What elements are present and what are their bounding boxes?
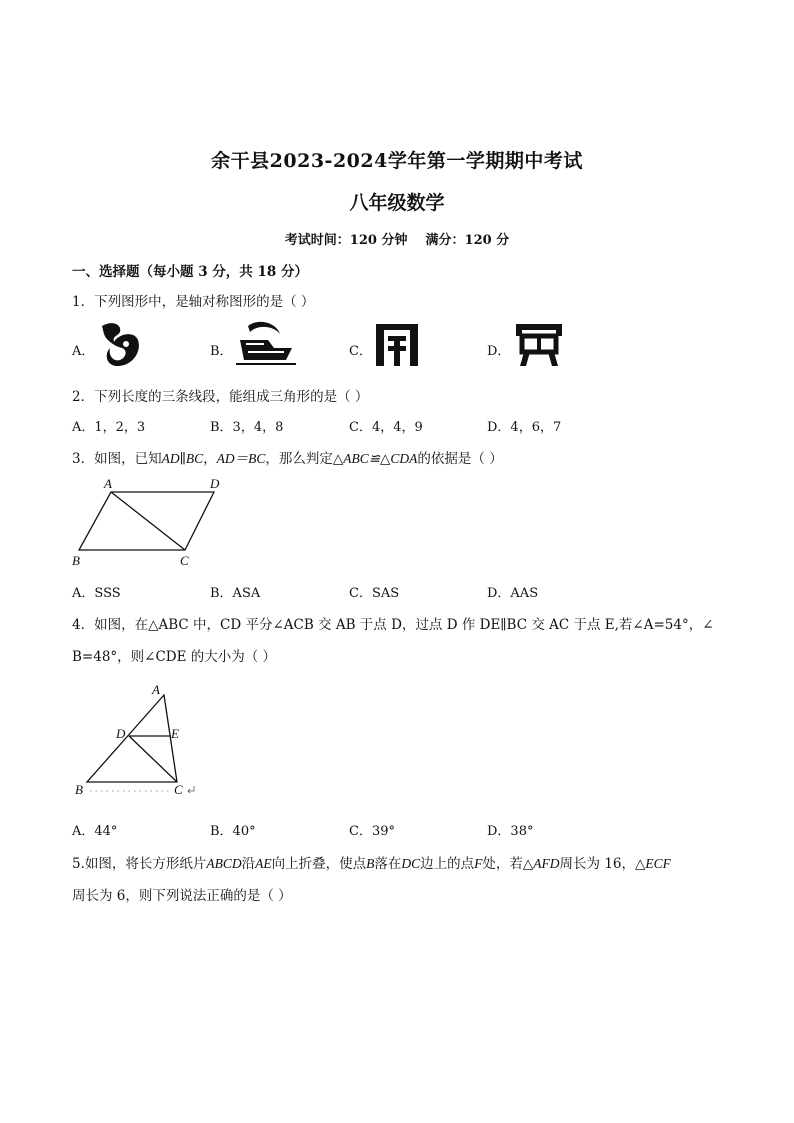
- q1-figure-c-right: [410, 324, 418, 366]
- q5-part-10: F: [474, 856, 483, 871]
- q4-option-a: A．44°: [72, 824, 118, 839]
- q1-option-d-figure: [514, 322, 564, 368]
- q1-option-b-label: B．: [210, 344, 233, 359]
- question-4-stem-line-2: B=48°，则∠CDE 的大小为（ ）: [72, 649, 277, 665]
- q3-label-c: C: [180, 553, 189, 568]
- exam-info: 考试时间：120 分钟 满分：120 分: [284, 233, 510, 248]
- q3-label-d: D: [210, 476, 220, 491]
- q5-part-8: DC: [401, 856, 421, 871]
- q3-label-a: A: [104, 476, 112, 491]
- q5-part-5: 向上折叠，使点: [271, 856, 367, 872]
- q3-label-b: B: [72, 553, 80, 568]
- q3-option-a: A．SSS: [72, 586, 121, 601]
- q3-parallelogram: [79, 492, 214, 550]
- q3-stem-part-2: AD∥BC: [161, 451, 204, 466]
- q4-label-e: E: [171, 726, 179, 741]
- q1-figure-c-stem: [394, 336, 400, 366]
- q1-figure-b-arc: [248, 322, 280, 334]
- q3-stem-part-5: ，那么判定: [265, 451, 333, 467]
- q4-option-b: B．40°: [210, 824, 256, 839]
- question-1-stem: 1．下列图形中，是轴对称图形的是（ ）: [72, 294, 315, 310]
- q4-label-d: D: [116, 726, 126, 741]
- q4-return-mark-icon: [188, 786, 194, 793]
- question-3-stem: [72, 447, 503, 467]
- q5-part-12: △AFD: [522, 856, 560, 871]
- q4-label-a: A: [152, 682, 160, 697]
- q5-part-11: 处，若: [482, 856, 523, 872]
- q1-figure-d-top: [516, 324, 562, 330]
- q2-option-c: C．4，4，9: [349, 420, 423, 435]
- q2-option-a: A．1，2，3: [72, 420, 146, 435]
- q1-option-b-figure: [234, 320, 298, 368]
- q3-option-b: B．ASA: [210, 586, 261, 601]
- q2-option-b: B．3，4，8: [210, 420, 284, 435]
- q1-figure-c-left: [376, 324, 384, 366]
- q4-triangle-figure: [70, 680, 210, 802]
- q5-part-1: 5.如图，将长方形纸片: [72, 856, 207, 872]
- exam-title: 余干县2023-2024学年第一学期期中考试: [211, 150, 583, 172]
- q4-option-d: D．38°: [487, 824, 534, 839]
- q1-option-c-figure: [374, 322, 420, 368]
- exam-subtitle: 八年级数学: [349, 192, 445, 214]
- q1-figure-a-dot: [123, 341, 129, 347]
- q1-option-c-label: C．: [349, 344, 372, 359]
- q3-stem-part-7: 的依据是（ ）: [417, 451, 503, 467]
- q4-option-c: C．39°: [349, 824, 395, 839]
- q3-option-c: C．SAS: [349, 586, 400, 601]
- q5-part-4: AE: [255, 856, 272, 871]
- q3-stem-part-6: △ABC≌△CDA: [332, 451, 418, 466]
- q3-stem-part-3: ，: [203, 451, 217, 467]
- question-4-stem-line-1: 4．如图，在△ABC 中，CD 平分∠ACB 交 AB 于点 D，过点 D 作 DE∥BC 交 AC 于点 E,若∠A=54°，∠: [72, 617, 714, 633]
- q5-part-14: △ECF: [635, 856, 671, 871]
- q3-stem-part-4: AD＝BC: [216, 451, 266, 466]
- q5-part-7: 落在: [374, 856, 402, 872]
- q4-label-b: B: [75, 782, 83, 797]
- q1-figure-a-shape: [102, 323, 139, 366]
- q1-option-d-label: D．: [487, 344, 511, 359]
- q1-figure-c-top: [384, 324, 410, 330]
- q5-part-3: 沿: [241, 856, 256, 872]
- q5-part-6: B: [366, 856, 375, 871]
- section-heading: 一、选择题（每小题 3 分，共 18 分）: [72, 264, 308, 280]
- q1-option-a-figure: [96, 318, 142, 368]
- q4-segment-dc: [129, 736, 177, 782]
- q4-label-c: C: [174, 782, 183, 797]
- q2-option-d: D．4，6，7: [487, 420, 562, 435]
- question-5-stem-line-1: [72, 852, 671, 872]
- q1-option-a-label: A．: [72, 344, 95, 359]
- q3-stem-part-1: 3．如图，已知: [72, 451, 162, 467]
- question-2-stem: 2．下列长度的三条线段，能组成三角形的是（ ）: [72, 389, 369, 405]
- q3-option-d: D．AAS: [487, 586, 539, 601]
- q5-part-2: ABCD: [206, 856, 242, 871]
- question-5-stem-line-2: 周长为 6，则下列说法正确的是（ ）: [72, 888, 292, 904]
- q5-part-13: 周长为 16，: [559, 856, 636, 872]
- q3-diagonal-ac: [111, 492, 185, 550]
- q5-part-9: 边上的点: [420, 856, 475, 872]
- q3-parallelogram-figure: [66, 474, 236, 570]
